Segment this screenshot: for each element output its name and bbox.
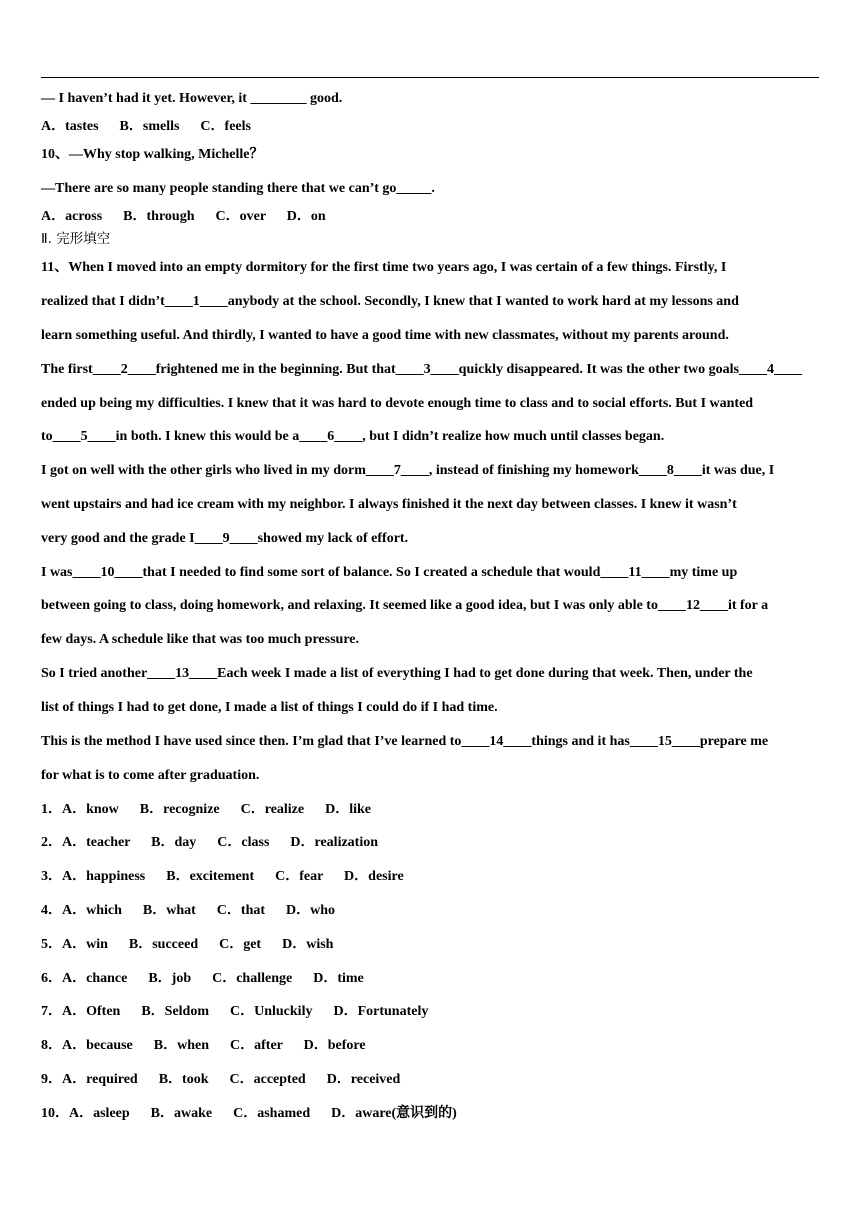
section-heading: Ⅱ. 完形填空	[41, 231, 111, 247]
q9-answer-line: — I haven’t had it yet. However, it ________ good.	[41, 91, 343, 106]
passage-line: to____5____in both. I knew this would be a____6____, but I didn’t realize how much until classes began.	[41, 429, 665, 444]
option-row: 3．A．happiness B．excitement C．fear D．desire	[41, 869, 404, 884]
passage-line: learn something useful. And thirdly, I wanted to have a good time with new classmates, without my parents around.	[41, 328, 729, 343]
passage-line: I got on well with the other girls who lived in my dorm____7____, instead of finishing my homework____8____it was due, I	[41, 463, 775, 478]
option-row: 10．A．asleep B．awake C．ashamed D．aware(意识到的)	[41, 1106, 457, 1121]
q9-options: A．tastes B．smells C．feels	[41, 119, 251, 134]
passage-line: I was____10____that I needed to find some sort of balance. So I created a schedule that would____11____my time up	[41, 565, 738, 580]
option-row: 6．A．chance B．job C．challenge D．time	[41, 971, 364, 986]
option-row: 8．A．because B．when C．after D．before	[41, 1038, 366, 1053]
option-row: 9．A．required B．took C．accepted D．received	[41, 1072, 401, 1087]
option-row: 5．A．win B．succeed C．get D．wish	[41, 937, 334, 952]
passage-line: between going to class, doing homework, and relaxing. It seemed like a good idea, but I was only able to____12____it for a	[41, 598, 769, 613]
passage-line: list of things I had to get done, I made a list of things I could do if I had time.	[41, 700, 498, 715]
passage-line: for what is to come after graduation.	[41, 768, 260, 783]
passage-line: realized that I didn’t____1____anybody at the school. Secondly, I knew that I wanted to work hard at my lessons and	[41, 294, 739, 309]
passage-line: very good and the grade I____9____showed my lack of effort.	[41, 531, 409, 546]
option-row: 4．A．which B．what C．that D．who	[41, 903, 336, 918]
option-row: 1．A．know B．recognize C．realize D．like	[41, 802, 372, 817]
option-row: 2．A．teacher B．day C．class D．realization	[41, 835, 379, 850]
passage-line: ended up being my difficulties. I knew that it was hard to devote enough time to class and to social efforts. But I wanted	[41, 396, 754, 411]
q10-options: A．across B．through C．over D．on	[41, 209, 326, 224]
q10-question: 10、—Why stop walking, Michelle？	[41, 147, 264, 162]
passage-line: This is the method I have used since then. I’m glad that I’ve learned to____14____things and it has____15____prepare me	[41, 734, 769, 749]
header-rule	[41, 77, 819, 78]
passage-line: So I tried another____13____Each week I made a list of everything I had to get done during that week. Then, under the	[41, 666, 753, 681]
passage-line: 11、When I moved into an empty dormitory for the first time two years ago, I was certain of a few things. Firstly, I	[41, 260, 727, 275]
passage-line: went upstairs and had ice cream with my neighbor. I always finished it the next day between classes. I knew it wasn’t	[41, 497, 737, 512]
passage-line: few days. A schedule like that was too much pressure.	[41, 632, 360, 647]
passage-line: The first____2____frightened me in the beginning. But that____3____quickly disappeared. It was the other two goals____4____	[41, 362, 802, 377]
q10-answer-line: —There are so many people standing there that we can’t go_____.	[41, 181, 435, 196]
option-row: 7．A．Often B．Seldom C．Unluckily D．Fortunately	[41, 1004, 429, 1019]
